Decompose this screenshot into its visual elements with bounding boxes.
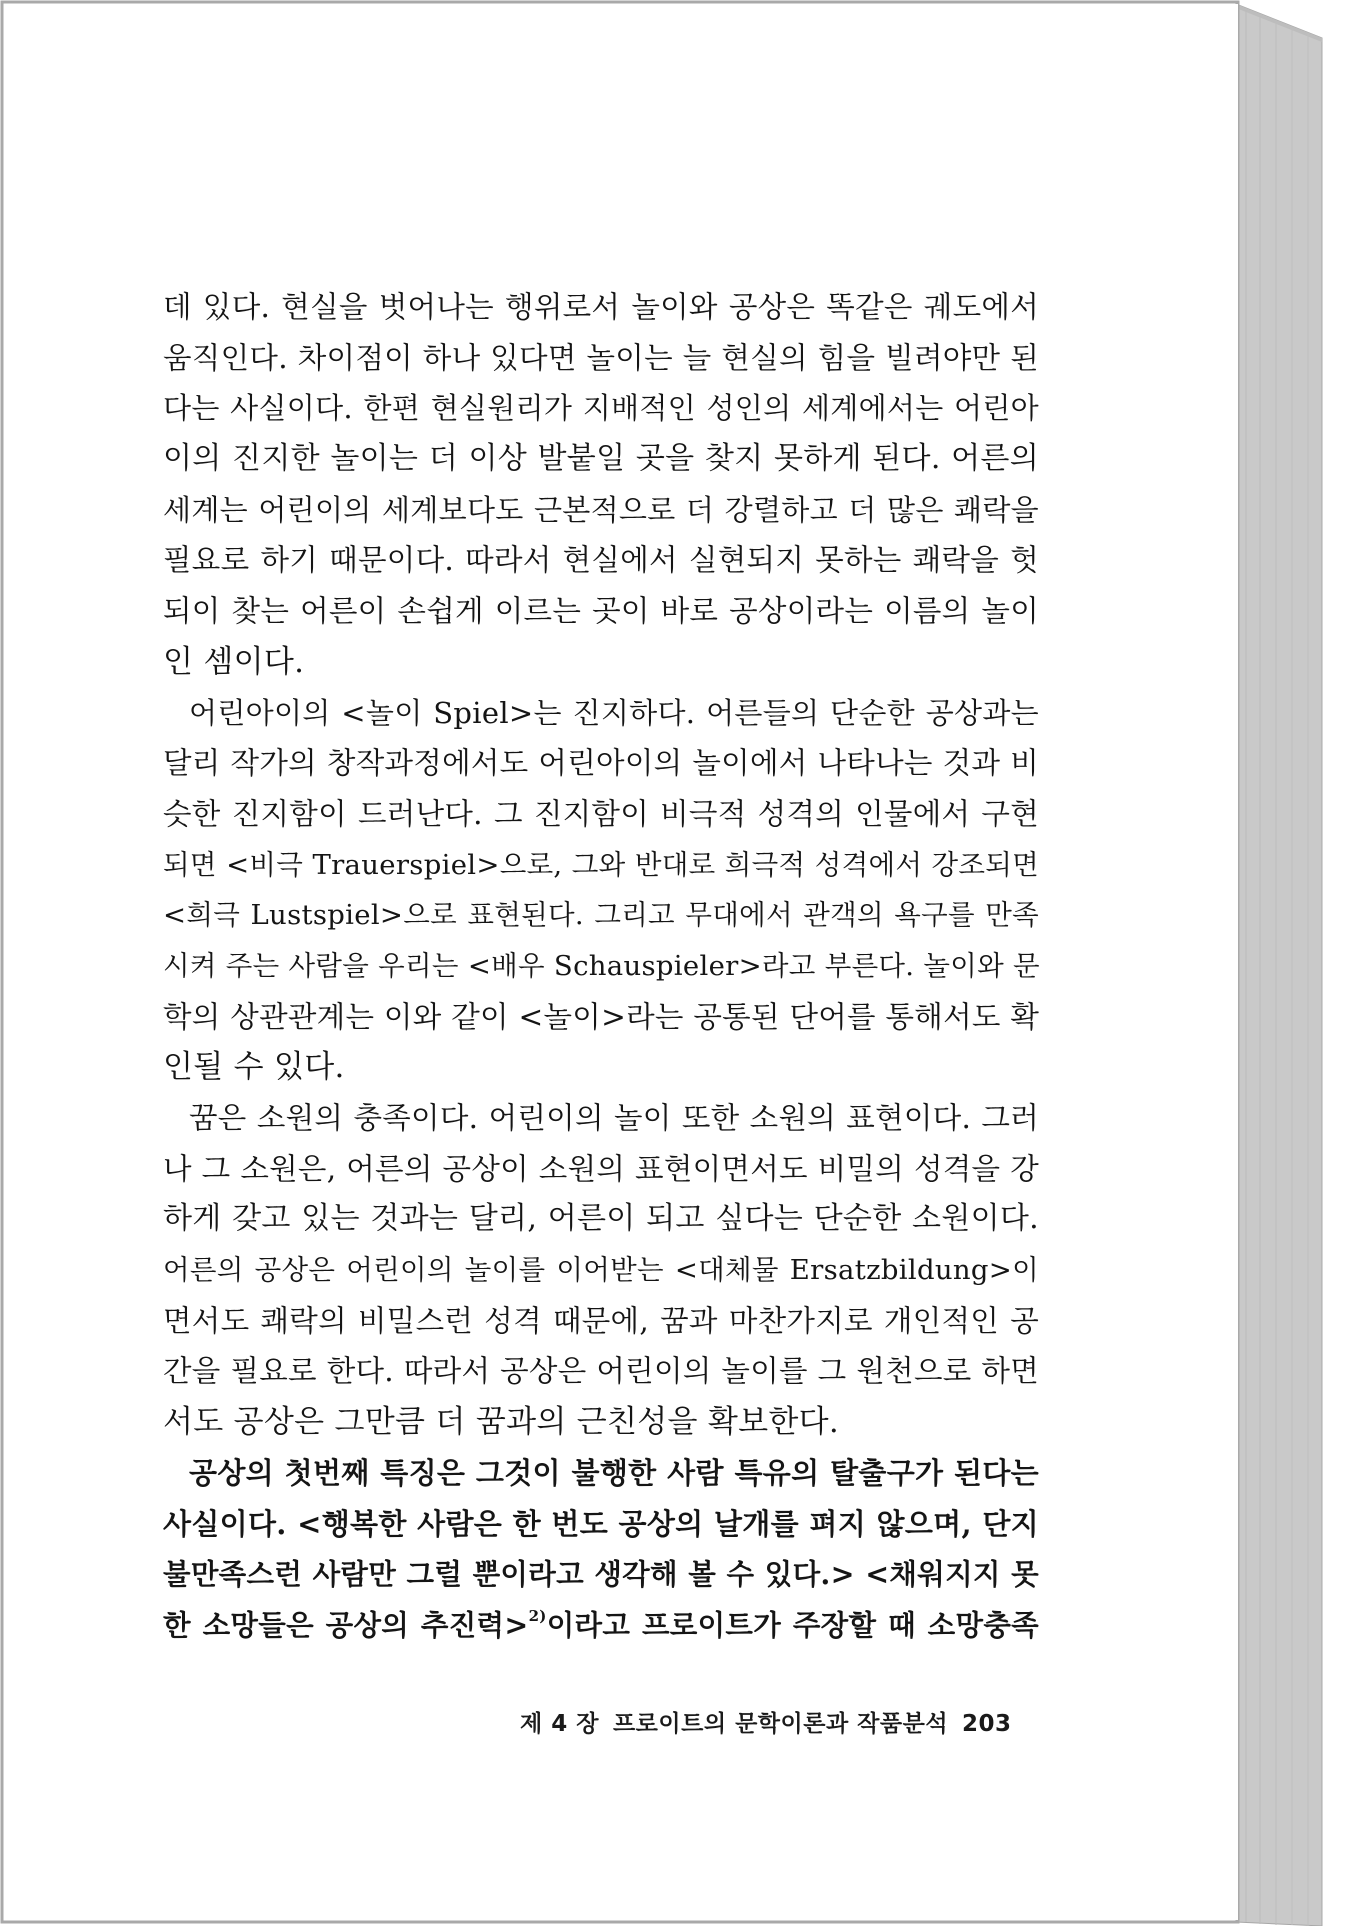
text-line: 되이 찾는 어른이 손쉽게 이르는 곳이 바로 공상이라는 이름의 놀이: [163, 594, 1039, 629]
text-line: 사실이다. <행복한 사람은 한 번도 공상의 날개를 펴지 않으며, 단지: [163, 1506, 1039, 1541]
text-line: 시켜 주는 사람을 우리는 <배우 Schauspieler>라고 부른다. 놀이와 문: [163, 949, 1040, 982]
text-line: 필요로 하기 때문이다. 따라서 현실에서 실현되지 못하는 쾌락을 헛: [163, 543, 1039, 578]
page-number: 203: [962, 1711, 1012, 1737]
text-line: <희극 Lustspiel>으로 표현된다. 그리고 무대에서 관객의 욕구를 만족: [163, 899, 1039, 932]
text-line: 불만족스런 사람만 그럴 뿐이라고 생각해 볼 수 있다.> <채워지지 못: [163, 1557, 1039, 1592]
running-footer: [520, 1705, 1012, 1738]
text-line: 서도 공상은 그만큼 더 꿈과의 근친성을 확보한다.: [163, 1404, 839, 1441]
text-line: 나 그 소원은, 어른의 공상이 소원의 표현이면서도 비밀의 성격을 강: [163, 1151, 1039, 1186]
text-line: 공상의 첫번째 특징은 그것이 불행한 사람 특유의 탈출구가 된다는: [189, 1455, 1039, 1490]
text-line: 면서도 쾌락의 비밀스런 성격 때문에, 꿈과 마찬가지로 개인적인 공: [163, 1303, 1039, 1338]
text-line: [163, 1600, 1039, 1651]
text-line: 다는 사실이다. 한편 현실원리가 지배적인 성인의 세계에서는 어린아: [163, 391, 1039, 426]
text-line: 꿈은 소원의 충족이다. 어린이의 놀이 또한 소원의 표현이다. 그러: [189, 1101, 1039, 1135]
text-line: 어린아이의 <놀이 Spiel>는 진지하다. 어른들의 단순한 공상과는: [189, 695, 1039, 730]
text-line: 움직인다. 차이점이 하나 있다면 놀이는 늘 현실의 힘을 빌려야만 된: [163, 340, 1039, 375]
text-line: 인 셈이다.: [163, 643, 305, 680]
text-line: 세계는 어린이의 세계보다도 근본적으로 더 강렬하고 더 많은 쾌락을: [163, 492, 1039, 527]
text-line: 어른의 공상은 어린이의 놀이를 이어받는 <대체물 Ersatzbildung>이: [163, 1254, 1039, 1287]
text-line: 달리 작가의 창작과정에서도 어린아이의 놀이에서 나타나는 것과 비: [163, 746, 1039, 781]
text-line: 이의 진지한 놀이는 더 이상 발붙일 곳을 찾지 못하게 된다. 어른의: [163, 441, 1039, 477]
footnote-marker: 2): [528, 1606, 547, 1625]
text-line: 간을 필요로 한다. 따라서 공상은 어린이의 놀이를 그 원천으로 하면: [163, 1354, 1039, 1389]
body-text: [163, 282, 1039, 1651]
text-line: 인될 수 있다.: [163, 1049, 345, 1086]
text-segment: 이라고 프로이트가 주장할 때 소망충족: [546, 1607, 1039, 1642]
text-line: 데 있다. 현실을 벗어나는 행위로서 놀이와 공상은 똑같은 궤도에서: [163, 290, 1039, 324]
text-line: 되면 <비극 Trauerspiel>으로, 그와 반대로 희극적 성격에서 강조되면: [163, 848, 1039, 881]
text-line: 학의 상관관계는 이와 같이 <놀이>라는 공통된 단어를 통해서도 확: [163, 999, 1040, 1034]
footer-title: 프로이트의 문학이론과 작품분석: [612, 1711, 949, 1737]
text-segment: 한 소망들은 공상의 추진력>: [163, 1607, 529, 1642]
footer-chapter: 제 4 장: [520, 1711, 599, 1737]
text-line: 슷한 진지함이 드러난다. 그 진지함이 비극적 성격의 인물에서 구현: [163, 796, 1039, 831]
text-line: 하게 갖고 있는 것과는 달리, 어른이 되고 싶다는 단순한 소원이다.: [163, 1201, 1039, 1237]
